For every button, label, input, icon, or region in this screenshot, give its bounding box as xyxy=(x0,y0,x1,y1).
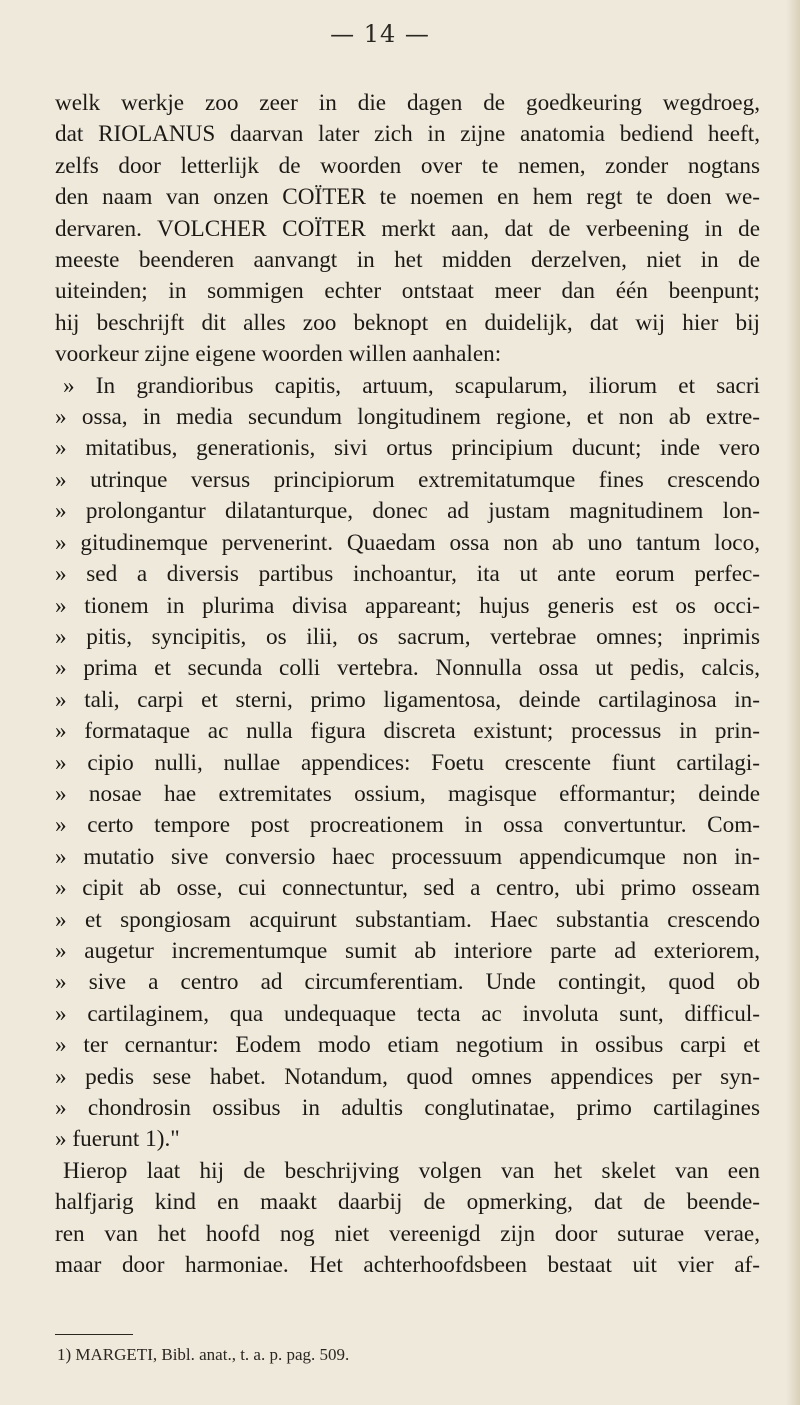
text-line: meeste beenderen aanvangt in het midden derzelven, niet in de xyxy=(55,247,760,274)
quote-line: » sed a diversis partibus inchoantur, ita ut ante eorum perfec- xyxy=(55,561,760,588)
quote-line: » certo tempore post procreationem in ossa convertuntur. Com- xyxy=(55,812,760,839)
body-text xyxy=(55,88,760,1281)
quote-line: » sive a centro ad circumferentiam. Unde contingit, quod ob xyxy=(55,969,760,996)
quote-line: » tali, carpi et sterni, primo ligamentosa, deinde cartilaginosa in- xyxy=(55,686,760,713)
quote-line: » augetur incrementumque sumit ab interiore parte ad exteriorem, xyxy=(55,937,760,964)
text-line: Hierop laat hij de beschrijving volgen van het skelet van een xyxy=(63,1157,760,1184)
footnote-rule xyxy=(55,1334,133,1335)
page-edge xyxy=(786,0,800,1405)
text-line: dervaren. VOLCHER COÏTER merkt aan, dat de verbeening in de xyxy=(55,215,760,242)
quote-line: » formataque ac nulla figura discreta existunt; processus in prin- xyxy=(55,718,760,745)
text-line: welk werkje zoo zeer in die dagen de goedkeuring wegdroeg, xyxy=(55,90,760,116)
quote-line: » In grandioribus capitis, artuum, scapularum, iliorum et sacri xyxy=(63,372,760,399)
quote-line: » nosae hae extremitates ossium, magisque efformantur; deinde xyxy=(55,780,760,807)
text-line: maar door harmoniae. Het achterhoofdsbeen bestaat uit vier af- xyxy=(55,1252,760,1279)
text-line: den naam van onzen COÏTER te noemen en hem regt te doen we- xyxy=(55,184,760,211)
text-line: zelfs door letterlijk de woorden over te nemen, zonder nogtans xyxy=(55,152,760,179)
quote-line: » cipit ab osse, cui connectuntur, sed a centro, ubi primo osseam xyxy=(55,875,760,902)
text-line: uiteinden; in sommigen echter ontstaat meer dan één beenpunt; xyxy=(55,278,760,305)
page-number-header: — 14 — xyxy=(330,20,430,48)
text-line: voorkeur zijne eigene woorden willen aanhalen: xyxy=(55,341,502,368)
quote-line: » ter cernantur: Eodem modo etiam negotium in ossibus carpi et xyxy=(55,1032,760,1059)
quote-line: » fuerunt 1)." xyxy=(55,1126,180,1153)
footnote: 1) MARGETI, Bibl. anat., t. a. p. pag. 509. xyxy=(57,1345,350,1364)
quote-line: » pedis sese habet. Notandum, quod omnes appendices per syn- xyxy=(55,1063,760,1090)
quote-line: » prolongantur dilatanturque, donec ad justam magnitudinem lon- xyxy=(55,498,760,525)
quote-line: » cartilaginem, qua undequaque tecta ac involuta sunt, difficul- xyxy=(55,1000,760,1027)
quote-line: » mutatio sive conversio haec processuum appendicumque non in- xyxy=(55,843,760,870)
quote-line: » mitatibus, generationis, sivi ortus principium ducunt; inde vero xyxy=(55,435,760,462)
quote-line: » pitis, syncipitis, os ilii, os sacrum, vertebrae omnes; inprimis xyxy=(55,623,760,650)
quote-line: » et spongiosam acquirunt substantiam. Haec substantia crescendo xyxy=(55,906,760,933)
quote-line: » gitudinemque pervenerint. Quaedam ossa non ab uno tantum loco, xyxy=(55,529,760,556)
quote-line: » prima et secunda colli vertebra. Nonnulla ossa ut pedis, calcis, xyxy=(55,655,760,682)
quote-line: » utrinque versus principiorum extremitatumque fines crescendo xyxy=(55,466,760,493)
quote-line: » tionem in plurima divisa appareant; hujus generis est os occi- xyxy=(55,592,760,619)
quote-line: » ossa, in media secundum longitudinem regione, et non ab extre- xyxy=(55,404,760,431)
text-line: dat RIOLANUS daarvan later zich in zijne anatomia bediend heeft, xyxy=(55,121,760,148)
text-line: ren van het hoofd nog niet vereenigd zijn door suturae verae, xyxy=(55,1220,760,1247)
text-line: hij beschrijft dit alles zoo beknopt en duidelijk, dat wij hier bij xyxy=(55,309,760,336)
quote-line: » cipio nulli, nullae appendices: Foetu crescente fiunt cartilagi- xyxy=(55,749,760,776)
text-line: halfjarig kind en maakt daarbij de opmerking, dat de beende- xyxy=(55,1189,760,1216)
quote-line: » chondrosin ossibus in adultis conglutinatae, primo cartilagines xyxy=(55,1095,760,1121)
